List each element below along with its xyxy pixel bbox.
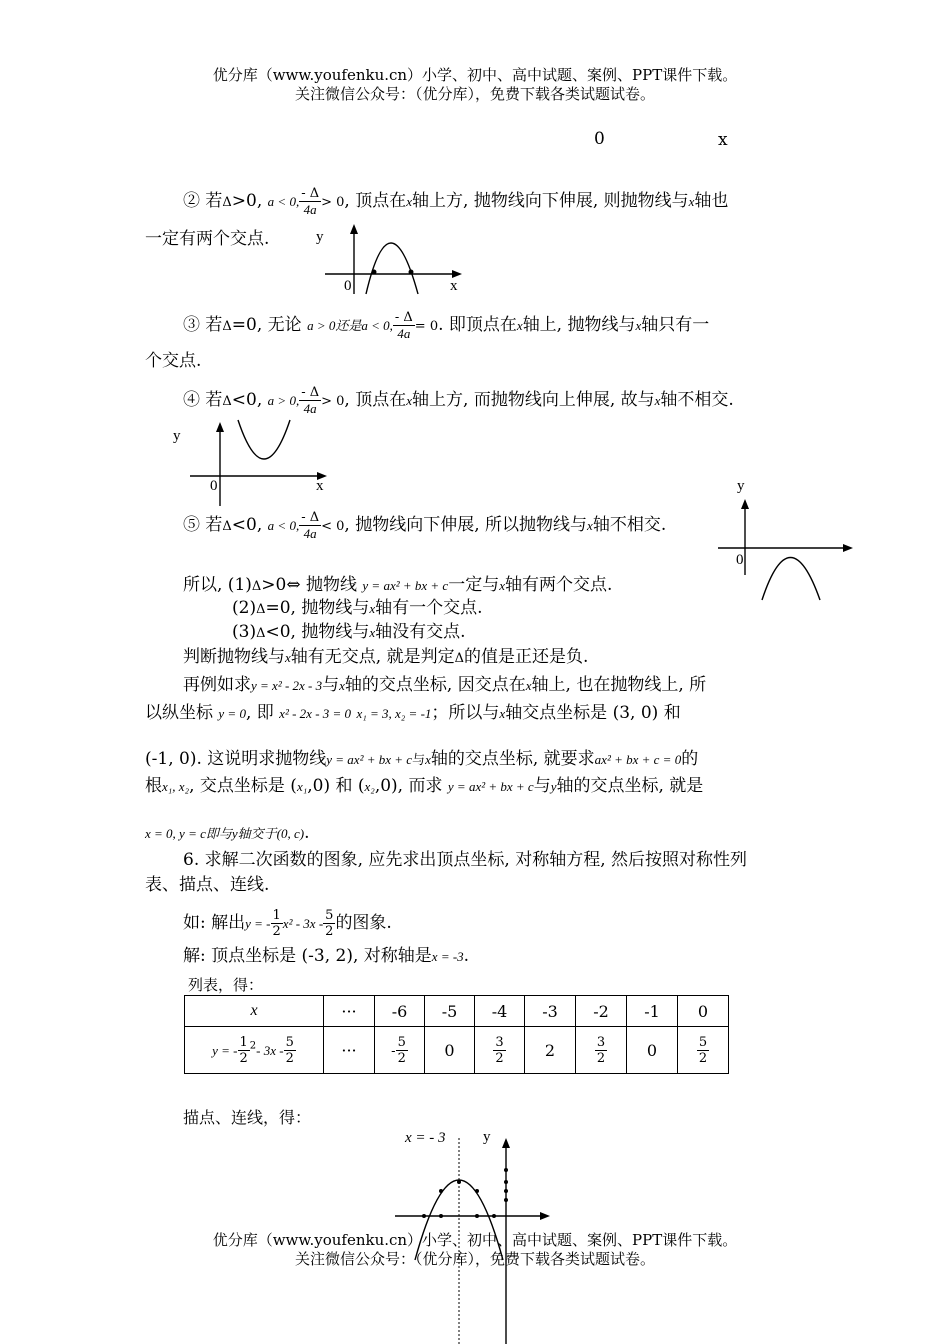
graph-downward-no-intersection [715, 495, 860, 605]
table-cell: -1 [627, 996, 678, 1027]
example-line-4: 根x₁, x₂, 交点坐标是 (x₁,0) 和 (x₂,0), 而求 y = ax² + bx + c与y轴的交点坐标, 就是 [145, 776, 704, 796]
graph-two-intersections [310, 222, 470, 302]
graph2-x-label: x [450, 278, 458, 294]
section6-line-2: 表、描点、连线. [145, 875, 270, 895]
header-line-1: 优分库（www.youfenku.cn）小学、初中、高中试题、案例、PPT课件下载。 [212, 66, 738, 84]
footer-line-1: 优分库（www.youfenku.cn）小学、初中、高中试题、案例、PPT课件下载。 [212, 1231, 738, 1249]
case-2-line-2: 一定有两个交点. [145, 229, 270, 249]
case-4-line-1: ④ 若Δ<0, a > 0, $\frac{- \Delta}{4a}$ > 0, 顶点在x轴上方, 而抛物线向上伸展, 故与x轴不相交. [183, 385, 734, 416]
graph2-y-label: y [316, 229, 324, 245]
case-2-line-1: ② 若Δ>0, a < 0, $\frac{- \Delta}{4a}$ > 0, 顶点在x轴上方, 抛物线向下伸展, 则抛物线与x轴也 [183, 186, 729, 217]
graph5-y-label: y [737, 478, 745, 494]
table-row-x [185, 996, 729, 1027]
section6-solution: 解: 顶点坐标是 (-3, 2), 对称轴是x = -3. [183, 946, 470, 966]
graph4-y-label: y [173, 428, 181, 444]
example-line-2: 以纵坐标 y = 0, 即 x² - 2x - 3 = 0 x₁ = 3, x₂ = -1；所以与x轴交点坐标是 (3, 0) 和 [145, 703, 681, 723]
value-table [184, 995, 729, 1074]
graph6-y-label: y [483, 1129, 491, 1145]
table-cell: - $\frac{5}{2}$ [375, 1027, 425, 1074]
table-header-y: y = - $\frac{1}{2}$ $^2$- 3x - $\frac{5}{2}$ [185, 1027, 324, 1074]
table-cell: ··· [324, 1027, 375, 1074]
section6-example: 如: 解出y = - $\frac{1}{2}$ x² - 3x - $\frac{5}{2}$ 的图象. [183, 908, 392, 939]
table-cell: $\frac{5}{2}$ [678, 1027, 729, 1074]
graph6-axis-label: x = - 3 [405, 1130, 446, 1146]
graph-upward-no-intersection [185, 418, 335, 508]
case-3-line-2: 个交点. [145, 351, 202, 371]
table-header-x: x [185, 996, 324, 1027]
table-cell: -4 [475, 996, 525, 1027]
graph2-zero-label: 0 [344, 278, 352, 294]
summary-line-2: (2)Δ=0, 抛物线与x轴有一个交点. [232, 598, 483, 618]
table-cell: ··· [324, 996, 375, 1027]
graph4-x-label: x [316, 478, 324, 494]
summary-line-4: 判断抛物线与x轴有无交点, 就是判定Δ的值是正还是负. [183, 647, 589, 667]
table-cell: -5 [425, 996, 475, 1027]
case-3-line-1: ③ 若Δ=0, 无论 a > 0还是a < 0, $\frac{- \Delta}{4a}$ = 0. 即顶点在x轴上, 抛物线与x轴只有一 [183, 310, 710, 341]
table-cell: $\frac{3}{2}$ [576, 1027, 627, 1074]
table-cell: 2 [525, 1027, 576, 1074]
plot-lead: 描点、连线，得： [183, 1108, 312, 1127]
table-cell: -3 [525, 996, 576, 1027]
top-axis-x: x [718, 130, 728, 150]
header-line-2: 关注微信公众号：（优分库），免费下载各类试题试卷。 [294, 85, 655, 103]
graph4-zero-label: 0 [210, 478, 218, 494]
top-axis-zero: 0 [594, 129, 605, 149]
table-cell: 0 [678, 996, 729, 1027]
case-5-line-1: ⑤ 若Δ<0, a < 0, $\frac{- \Delta}{4a}$ < 0, 抛物线向下伸展, 所以抛物线与x轴不相交. [183, 510, 667, 541]
graph5-zero-label: 0 [736, 552, 744, 568]
table-cell: 0 [627, 1027, 678, 1074]
table-cell: -6 [375, 996, 425, 1027]
table-cell: 0 [425, 1027, 475, 1074]
table-cell: $\frac{3}{2}$ [475, 1027, 525, 1074]
table-lead: 列表，得： [188, 976, 264, 994]
example-line-3: (-1, 0). 这说明求抛物线y = ax² + bx + c与x轴的交点坐标, 就要求ax² + bx + c = 0的 [145, 749, 699, 769]
example-line-1: 再例如求y = x² - 2x - 3与x轴的交点坐标, 因交点在x轴上, 也在抛物线上, 所 [183, 675, 707, 695]
footer-line-2: 关注微信公众号：（优分库），免费下载各类试题试卷。 [294, 1250, 655, 1268]
example-line-5: x = 0, y = c即与y轴交于(0, c). [145, 823, 310, 843]
fraction-neg-delta-4a: $\frac{- \Delta}{4a}$ [301, 186, 320, 217]
section6-line-1: 6. 求解二次函数的图象, 应先求出顶点坐标, 对称轴方程, 然后按照对称性列 [183, 850, 748, 870]
table-cell: -2 [576, 996, 627, 1027]
table-row-y [185, 1027, 729, 1074]
summary-line-3: (3)Δ<0, 抛物线与x轴没有交点. [232, 622, 466, 642]
summary-line-1: 所以, (1)Δ>0⇔ 抛物线 y = ax² + bx + c一定与x轴有两个交点. [183, 575, 613, 595]
